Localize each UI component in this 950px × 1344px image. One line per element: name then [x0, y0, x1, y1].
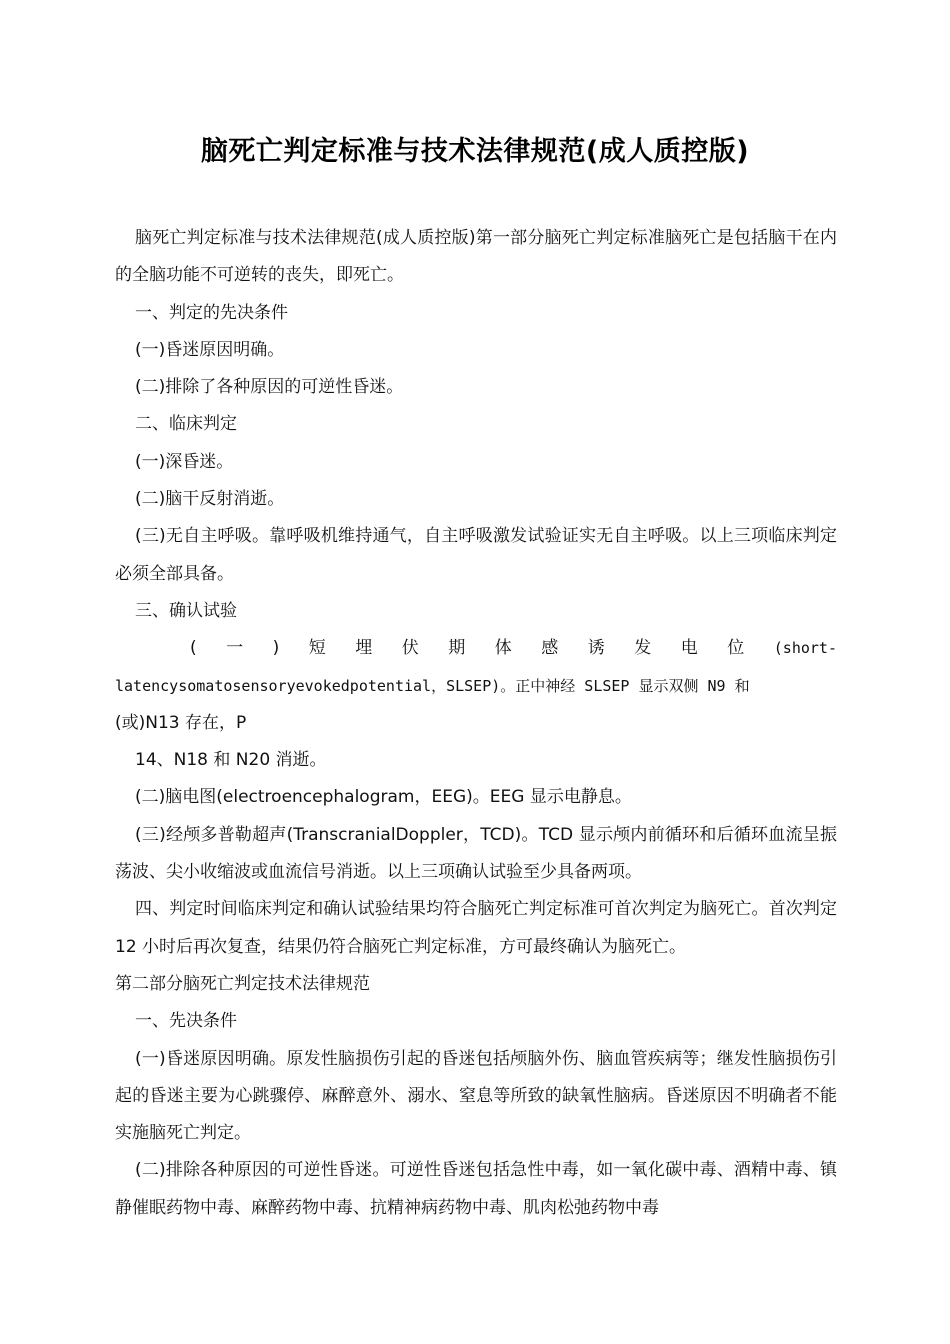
sep-char: 一 [226, 638, 244, 659]
sep-char: 体 [494, 638, 512, 659]
paragraph-intro: 脑死亡判定标准与技术法律规范(成人质控版)第一部分脑死亡判定标准脑死亡是包括脑干在内的全脑功能不可逆转的丧失，即死亡。 [115, 228, 837, 286]
list-item: (三)无自主呼吸。靠呼吸机维持通气，自主呼吸激发试验证实无自主呼吸。以上三项临床判定必须全部具备。 [115, 526, 837, 584]
sep-char: 电 [680, 638, 698, 659]
heading-prereq-2: 一、先决条件 [135, 1011, 237, 1032]
sep-char: 短 [308, 638, 326, 659]
sep-char: 感 [541, 638, 559, 659]
heading-clinical: 二、临床判定 [135, 414, 237, 435]
sep-line-2 [115, 668, 837, 705]
sep-char: ) [272, 638, 280, 659]
sep-spread-line [115, 630, 837, 667]
sep-char: 位 [727, 638, 745, 659]
paragraph-timing: 四、判定时间临床判定和确认试验结果均符合脑死亡判定标准可首次判定为脑死亡。首次判定 12 小时后再次复查，结果仍符合脑死亡判定标准，方可最终确认为脑死亡。 [115, 899, 837, 957]
sep-char: 埋 [355, 638, 373, 659]
sep-char: 伏 [401, 638, 419, 659]
sep-char: 发 [634, 638, 652, 659]
paragraph-n18: 14、N18 和 N20 消逝。 [135, 750, 327, 771]
sep-line-2-text: latencysomatosensoryevokedpotential，SLSEP)。正中神经 SLSEP 显示双侧 N9 和 [115, 676, 750, 695]
list-item: (一)昏迷原因明确。 [135, 339, 285, 360]
list-item: (二)排除各种原因的可逆性昏迷。可逆性昏迷包括急性中毒，如一氧化碳中毒、酒精中毒、镇静催眠药物中毒、麻醉药物中毒、抗精神病药物中毒、肌肉松弛药物中毒 [115, 1160, 837, 1218]
list-item: (二)脑干反射消逝。 [135, 489, 285, 510]
sep-char: ( [190, 638, 197, 659]
document-body [115, 220, 837, 1227]
sep-line-3: (或)N13 存在，P [115, 712, 247, 733]
part2-heading: 第二部分脑死亡判定技术法律规范 [115, 973, 370, 994]
heading-prerequisites: 一、判定的先决条件 [135, 302, 288, 323]
heading-confirmation: 三、确认试验 [135, 600, 237, 621]
list-item: (二)脑电图(electroencephalogram，EEG)。EEG 显示电静息。 [135, 787, 632, 808]
list-item: (一)昏迷原因明确。原发性脑损伤引起的昏迷包括颅脑外伤、脑血管疾病等；继发性脑损伤引起的昏迷主要为心跳骤停、麻醉意外、溺水、窒息等所致的缺氧性脑病。昏迷原因不明确者不能实施脑死亡判定。 [115, 1048, 837, 1144]
list-item: (二)排除了各种原因的可逆性昏迷。 [135, 377, 404, 398]
document-title: 脑死亡判定标准与技术法律规范(成人质控版) [200, 136, 750, 167]
list-item: (三)经颅多普勒超声(TranscranialDoppler，TCD)。TCD 显示颅内前循环和后循环血流呈振荡波、尖小收缩波或血流信号消逝。以上三项确认试验至少具备两项。 [115, 824, 837, 883]
sep-char: 期 [448, 638, 466, 659]
list-item: (一)深昏迷。 [135, 451, 234, 472]
sep-char: 诱 [587, 638, 605, 659]
sep-char: (short- [773, 639, 837, 658]
